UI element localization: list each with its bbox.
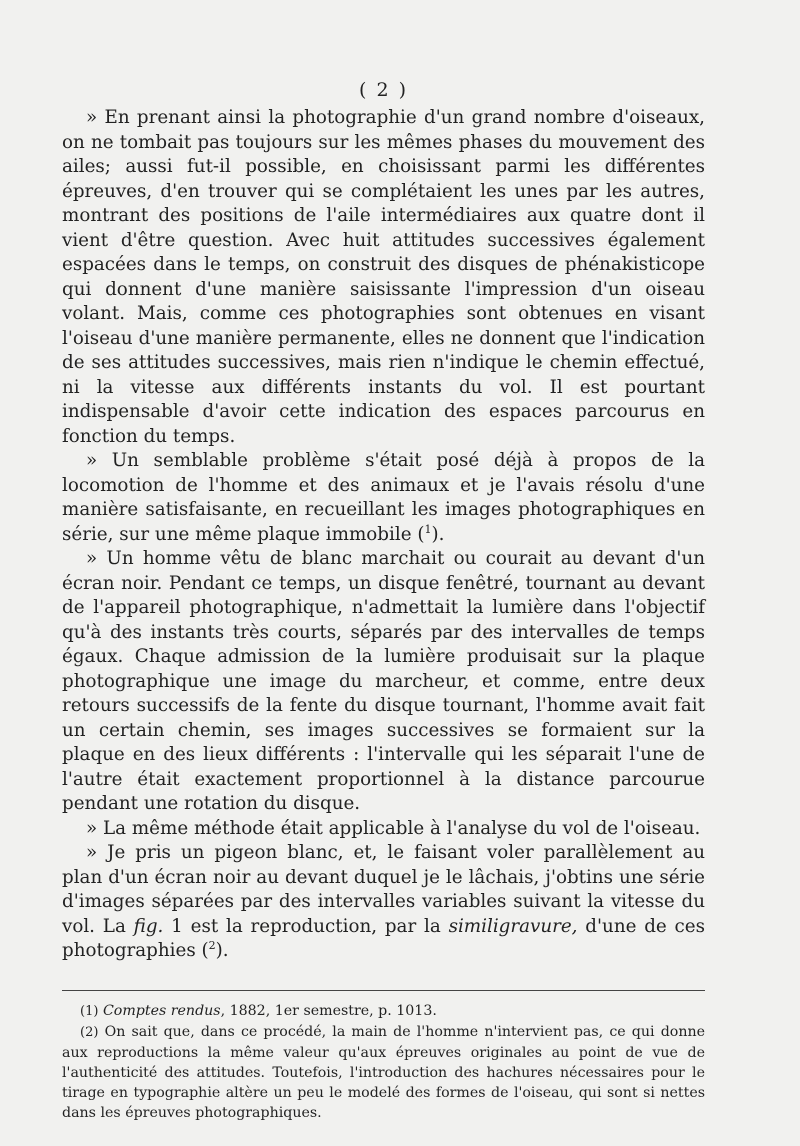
paragraph-5-text: » Je pris un pigeon blanc, et, le faisant voler parallèlement au plan d'un écran noir au devant duquel je le lâchais, j'obtins une série d'images séparées par des intervalles variables suivant la vitesse du vol. La xyxy=(62,842,705,937)
footnote-2-text: On sait que, dans ce procédé, la main de l'homme n'intervient pas, ce qui donne aux reproductions la même valeur qu'aux épreuves originales au point de vue de l'authenticité des attitudes. Toutefois, l'introduction des hachures nécessaires pour le tirage en typographie altère un peu le modelé des formes de l'oiseau, qui sont si nettes dans les épreuves photographiques. xyxy=(62,1023,705,1121)
similigravure-term: similigravure, xyxy=(448,915,578,937)
document-page xyxy=(62,78,705,1123)
footnote-2 xyxy=(62,1022,705,1123)
paragraph-1: » En prenant ainsi la photographie d'un grand nombre d'oiseaux, on ne tombait pas toujours sur les mêmes phases du mouvement des ailes; aussi fut-il possible, en choisissant parmi les différentes épreuves, d'en trouver qui se complétaient les unes par les autres, montrant des positions de l'aile intermédiaires aux quatre dont il vient d'être question. Avec huit attitudes successives également espacées dans le temps, on construit des disques de phénakisticope qui donnent d'une manière saisissante l'impression d'un oiseau volant. Mais, comme ces photographies sont obtenues en visant l'oiseau d'une manière permanente, elles ne donnent que l'indication de ses attitudes successives, mais rien n'indique le chemin effectué, ni la vitesse aux différents instants du vol. Il est pourtant indispensable d'avoir cette indication des espaces parcourus en fonction du temps. xyxy=(62,107,705,447)
paragraph-2-end: ). xyxy=(431,523,445,545)
footnote-1-source: Comptes rendus xyxy=(102,1002,221,1019)
footnote-1-text: , 1882, 1er semestre, p. 1013. xyxy=(220,1002,437,1019)
footnote-divider xyxy=(62,990,705,991)
paragraph-5-end: ). xyxy=(215,940,229,961)
paragraph-2 xyxy=(62,449,705,547)
footnote-ref-2: 2 xyxy=(208,938,216,952)
paragraph-5-after: d'une de ces photographies ( xyxy=(62,915,705,961)
paragraph-5-mid: 1 est la reproduction, par la xyxy=(163,915,449,937)
footnote-ref-1: 1 xyxy=(424,522,432,536)
footnote-1-mark: (1) xyxy=(80,1003,99,1019)
fig-reference: fig. xyxy=(133,915,164,937)
paragraph-3: » Un homme vêtu de blanc marchait ou courait au devant d'un écran noir. Pendant ce temps, un disque fenêtré, tournant au devant de l'appareil photographique, n'admettait la lumière dans l'objectif qu'à des instants très courts, séparés par des intervalles de temps égaux. Chaque admission de la lumière produisait sur la plaque photographique une image du marcheur, et comme, entre deux retours successifs de la fente du disque tournant, l'homme avait fait un certain chemin, ses images successives se formaient sur la plaque en des lieux différents : l'intervalle qui les séparait l'une de l'autre était exactement proportionnel à la distance parcourue pendant une rotation du disque. xyxy=(62,548,705,814)
footnote-2-mark: (2) xyxy=(80,1024,99,1040)
footnote-1 xyxy=(62,1001,705,1022)
page-number: ( 2 ) xyxy=(359,79,408,101)
paragraph-2-text: » Un semblable problème s'était posé déjà à propos de la locomotion de l'homme et des animaux et je l'avais résolu d'une manière satisfaisante, en recueillant les images photographiques en série, sur une même plaque immobile ( xyxy=(62,450,705,545)
paragraph-5 xyxy=(62,841,705,964)
paragraph-4: » La même méthode était applicable à l'analyse du vol de l'oiseau. xyxy=(86,817,701,839)
